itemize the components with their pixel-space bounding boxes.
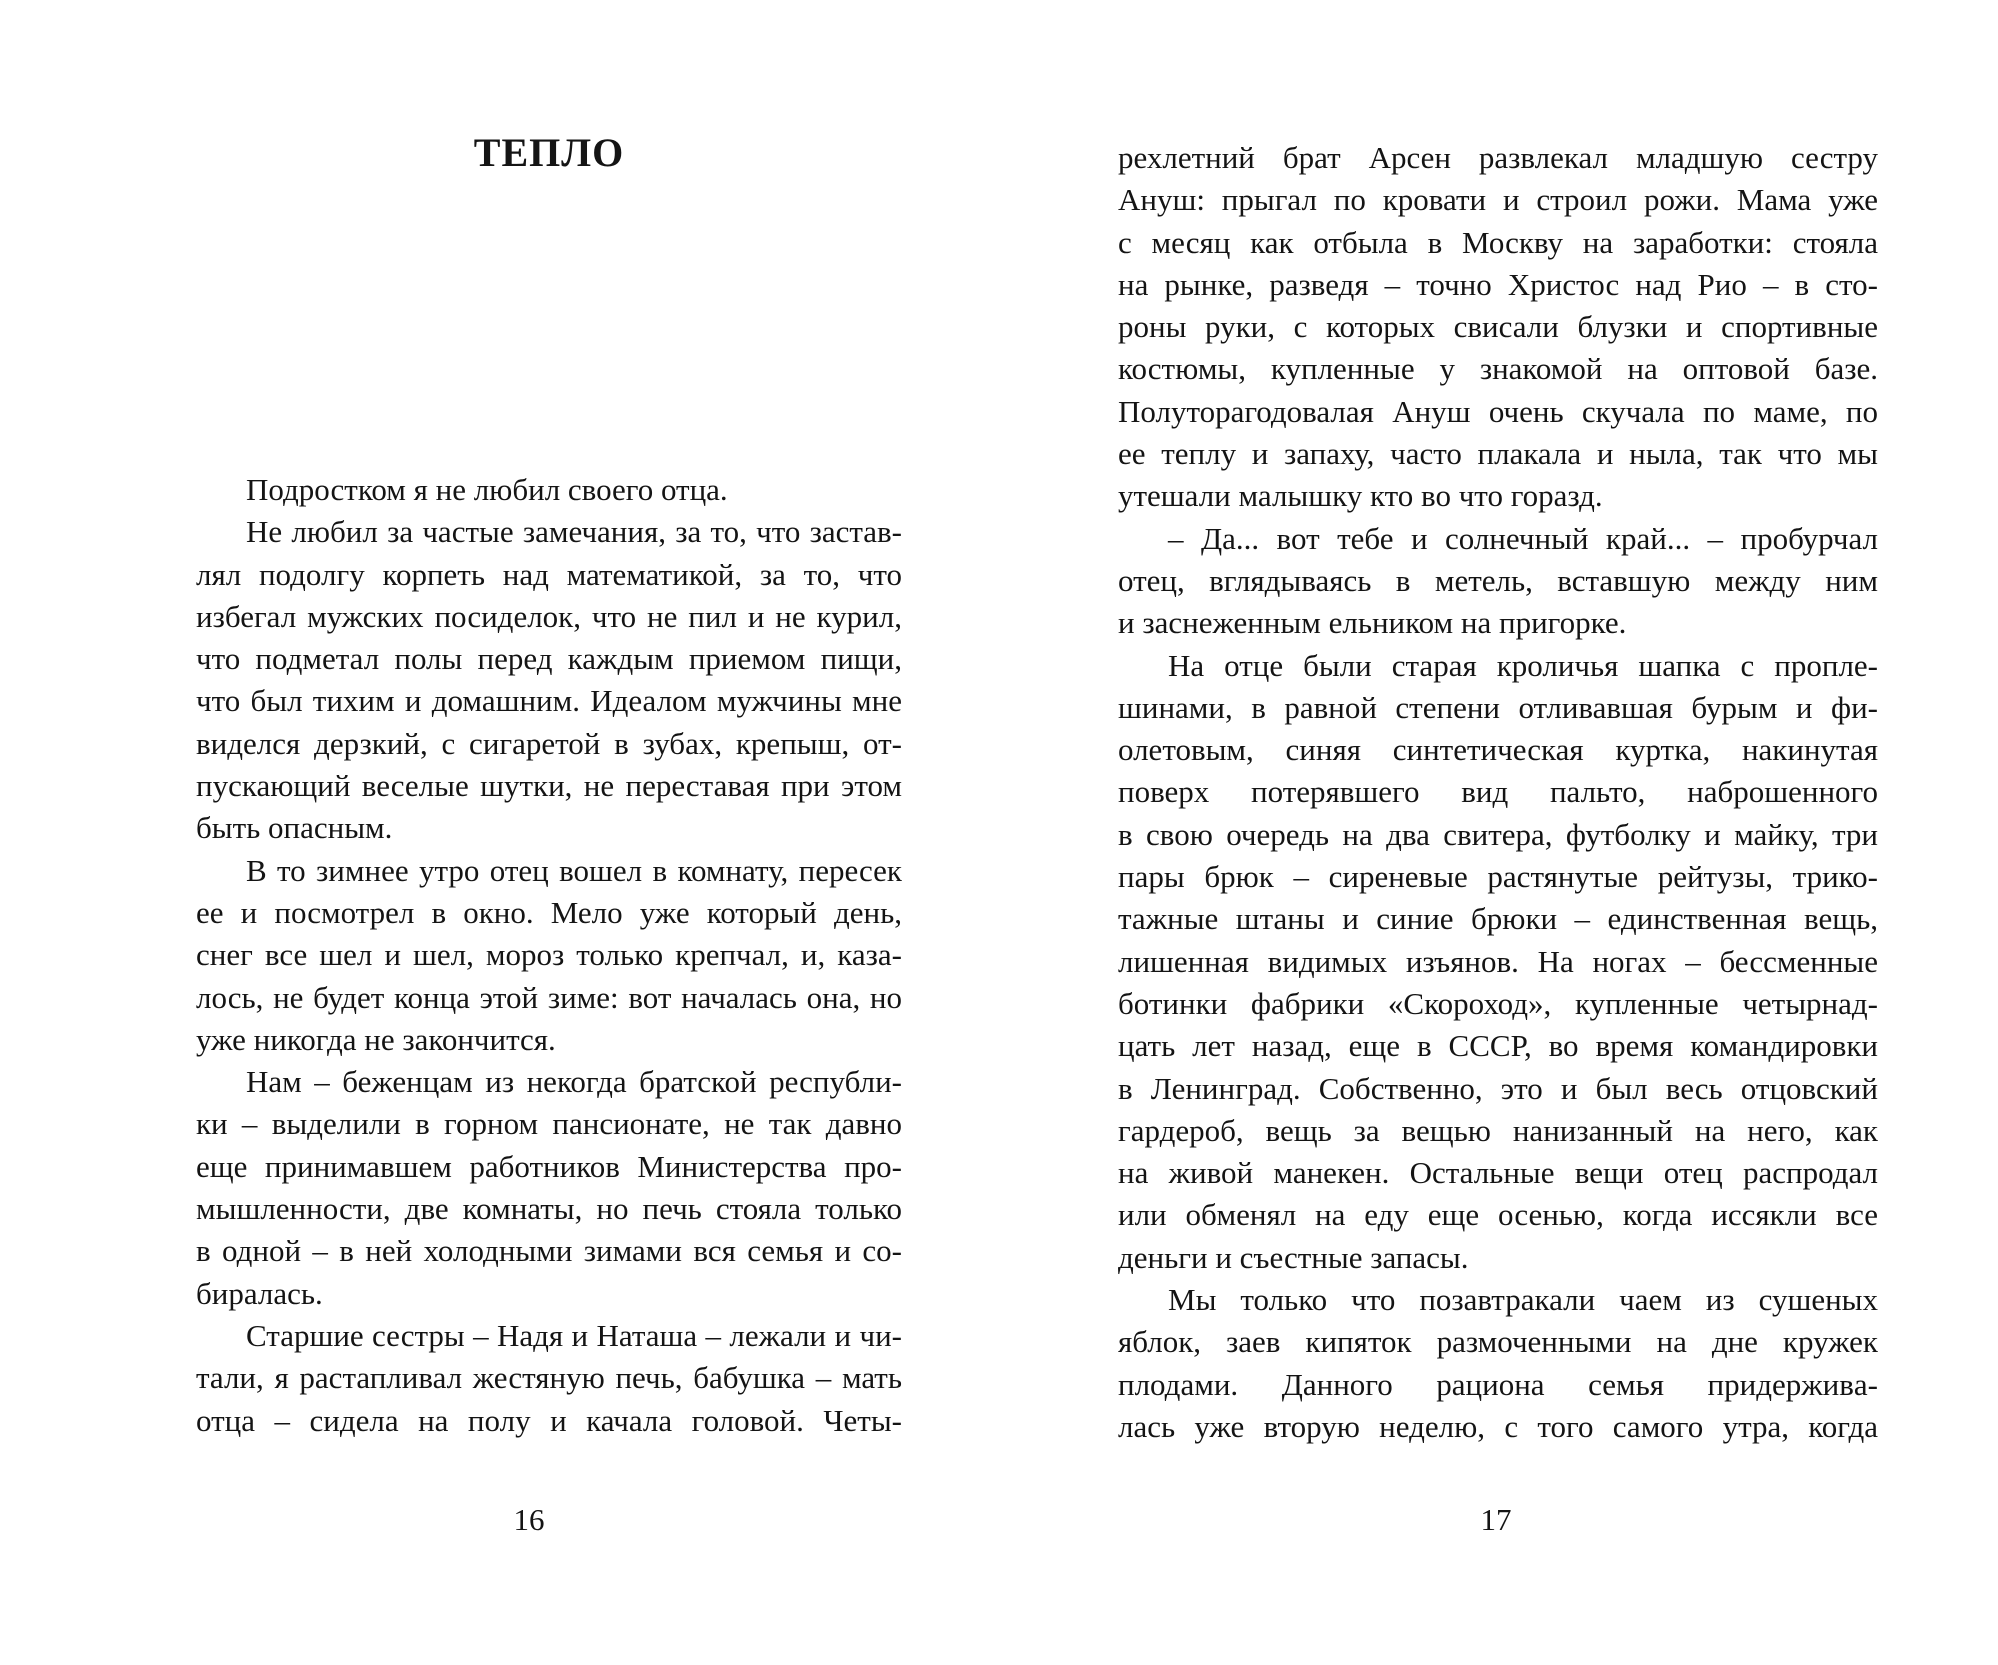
text-line: ее и посмотрел в окно. Мело уже который день, [196,894,902,930]
text-line: Подростком я не любил своего отца. [246,472,728,507]
right-page-body [1118,137,1878,1448]
chapter-title: ТЕПЛО [473,130,625,175]
text-line: костюмы, купленные у знакомой на оптовой базе. [1118,351,1878,387]
text-line: мышленности, две комнаты, но печь стояла только [196,1191,902,1227]
text-line: олетовым, синяя синтетическая куртка, накинутая [1118,732,1878,768]
text-line: цать лет назад, еще в СССР, во время командировки [1118,1028,1878,1064]
text-line: Не любил за частые замечания, за то, что застав- [246,514,902,550]
text-line: тажные штаны и синие брюки – единственная вещь, [1118,901,1878,937]
text-line: лишенная видимых изъянов. На ногах – бессменные [1118,943,1878,979]
text-line: в одной – в ней холодными зимами вся семья и со- [196,1233,902,1269]
text-line: шинами, в равной степени отливавшая бурым и фи- [1118,689,1878,725]
text-line: на живой манекен. Остальные вещи отец распродал [1118,1155,1878,1191]
text-line: рехлетний брат Арсен развлекал младшую сестру [1118,140,1878,175]
text-line: плодами. Данного рациона семья придерживa- [1118,1366,1878,1402]
text-line: снег все шел и шел, мороз только крепчал, и, каза- [196,937,902,973]
text-line: что подметал полы перед каждым приемом пищи, [196,641,902,677]
text-line: быть опасным. [196,810,393,846]
left-page-body [196,469,902,1442]
text-line: Ануш: прыгал по кровати и строил рожи. Мама уже [1118,182,1878,218]
text-line: На отце были старая кроличья шапка с пропле- [1168,647,1878,683]
text-line: деньги и съестные запасы. [1118,1239,1469,1275]
text-line: Полуторагодовалая Ануш очень скучала по маме, по [1118,393,1878,429]
text-line: еще принимавшем работников Министерства про- [196,1148,902,1184]
text-line: лял подолгу корпеть над математикой, за то, что [196,556,902,592]
text-line: лось, не будет конца этой зиме: вот началась она, но [196,979,902,1015]
text-line: что был тихим и домашним. Идеалом мужчины мне [196,683,902,719]
text-line: ботинки фабрики «Скороход», купленные четырнад- [1118,985,1878,1021]
text-line: – Да... вот тебе и солнечный край... – пробурчал [1168,520,1878,556]
text-line: лась уже вторую неделю, с того самого утра, когда [1118,1408,1878,1444]
text-line: роны руки, с которых свисали блузки и спортивные [1118,309,1878,345]
text-line: поверх потерявшего вид пальто, наброшенного [1118,774,1878,810]
text-line: гардероб, вещь за вещью нанизанный на него, как [1118,1112,1878,1148]
text-line: биралась. [196,1275,323,1311]
text-line: тали, я растапливал жестяную печь, бабушка – мать [196,1360,902,1396]
text-line: или обменял на еду еще осенью, когда иссякли все [1118,1197,1878,1233]
text-line: Старшие сестры – Надя и Наташа – лежали и чи- [246,1317,902,1353]
page-number: 17 [1480,1502,1512,1537]
text-line: избегал мужских посиделок, что не пил и не курил, [196,598,902,634]
text-line: ки – выделили в горном пансионате, не так давно [196,1106,902,1142]
text-line: Нам – беженцам из некогда братской республи- [246,1064,902,1100]
text-line: утешали малышку кто во что горазд. [1118,478,1603,514]
text-line: виделся дерзкий, с сигаретой в зубах, крепыш, от- [196,725,902,761]
text-line: и заснеженным ельником на пригорке. [1118,605,1627,641]
text-line: в Ленинград. Собственно, это и был весь отцовский [1118,1070,1878,1106]
text-line: Мы только что позавтракали чаем из сушеных [1168,1282,1878,1318]
text-line: яблок, заев кипяток размоченными на дне кружек [1118,1324,1878,1360]
text-line: отца – сидела на полу и качала головой. Четы- [196,1402,902,1438]
text-line: на рынке, разведя – точно Христос над Рио – в сто- [1118,266,1878,302]
text-line: пускающий веселые шутки, не переставая при этом [196,768,902,804]
text-line: В то зимнее утро отец вошел в комнату, пересек [246,852,902,888]
text-line: уже никогда не закончится. [196,1021,556,1057]
text-line: отец, вглядываясь в метель, вставшую между ним [1118,562,1878,598]
text-line: в свою очередь на два свитера, футболку и майку, три [1118,816,1878,852]
text-line: пары брюк – сиреневые растянутые рейтузы, трико- [1118,859,1878,895]
text-line: ее теплу и запаху, часто плакала и ныла, так что мы [1118,436,1878,472]
page-number: 16 [513,1502,545,1537]
text-line: с месяц как отбыла в Москву на заработки: стояла [1118,224,1878,260]
